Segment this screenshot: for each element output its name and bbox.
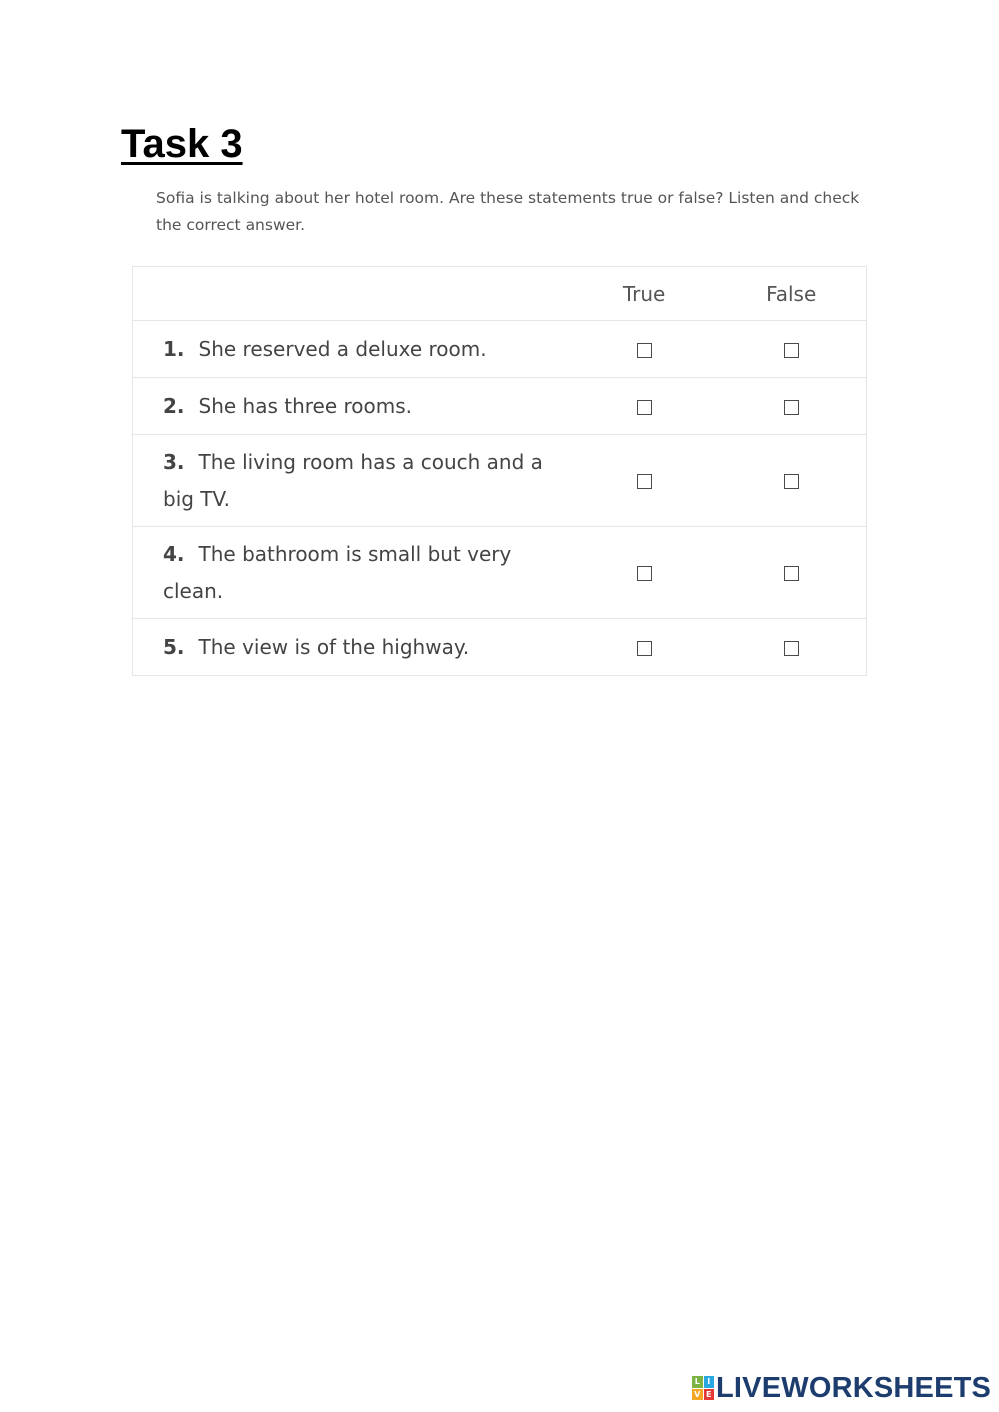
false-cell (716, 619, 866, 676)
table-row (133, 619, 867, 676)
false-cell (716, 527, 866, 619)
true-checkbox-1[interactable] (637, 343, 652, 358)
statement-cell (133, 378, 572, 435)
false-cell (716, 321, 866, 378)
table-row (133, 321, 867, 378)
table-row (133, 378, 867, 435)
false-cell (716, 378, 866, 435)
logo-letter: V (692, 1389, 703, 1401)
true-checkbox-3[interactable] (637, 474, 652, 489)
liveworksheets-brand (692, 1373, 991, 1403)
false-checkbox-1[interactable] (784, 343, 799, 358)
header-true: True (622, 281, 666, 306)
statement-number: 2. (163, 393, 185, 418)
statement-text: She has three rooms. (198, 393, 413, 418)
false-checkbox-4[interactable] (784, 566, 799, 581)
logo-letter: E (704, 1389, 715, 1401)
statement-number: 5. (163, 634, 185, 659)
false-checkbox-5[interactable] (784, 641, 799, 656)
true-cell (572, 527, 717, 619)
statement-cell (133, 435, 572, 527)
true-checkbox-4[interactable] (637, 566, 652, 581)
logo-letter: I (704, 1376, 715, 1388)
false-checkbox-3[interactable] (784, 474, 799, 489)
true-cell (572, 435, 717, 527)
liveworksheets-logo-icon (692, 1376, 714, 1400)
statement-number: 1. (163, 336, 185, 361)
statement-cell (133, 527, 572, 619)
true-checkbox-2[interactable] (637, 400, 652, 415)
false-cell (716, 435, 866, 527)
statement-number: 3. (163, 449, 185, 474)
statement-text: The view is of the highway. (198, 634, 470, 659)
true-cell (572, 321, 717, 378)
page-title: Task 3 (121, 122, 243, 166)
statement-text: She reserved a deluxe room. (198, 336, 487, 361)
table-row (133, 435, 867, 527)
table-row (133, 527, 867, 619)
statement-text: The living room has a couch and a big TV. (163, 449, 543, 511)
brand-name: LIVEWORKSHEETS (716, 1372, 992, 1404)
true-cell (572, 619, 717, 676)
true-checkbox-5[interactable] (637, 641, 652, 656)
statement-number: 4. (163, 541, 185, 566)
statement-text: The bathroom is small but very clean. (163, 541, 512, 603)
header-statement (133, 267, 572, 321)
statement-cell (133, 321, 572, 378)
logo-letter: L (692, 1376, 703, 1388)
true-cell (572, 378, 717, 435)
true-false-table (132, 266, 867, 676)
false-checkbox-2[interactable] (784, 400, 799, 415)
statement-cell (133, 619, 572, 676)
task-instructions: Sofia is talking about her hotel room. Are these statements true or false? Listen and check the correct answer. (156, 189, 860, 234)
header-false: False (766, 281, 817, 306)
table-header-row (133, 267, 867, 321)
